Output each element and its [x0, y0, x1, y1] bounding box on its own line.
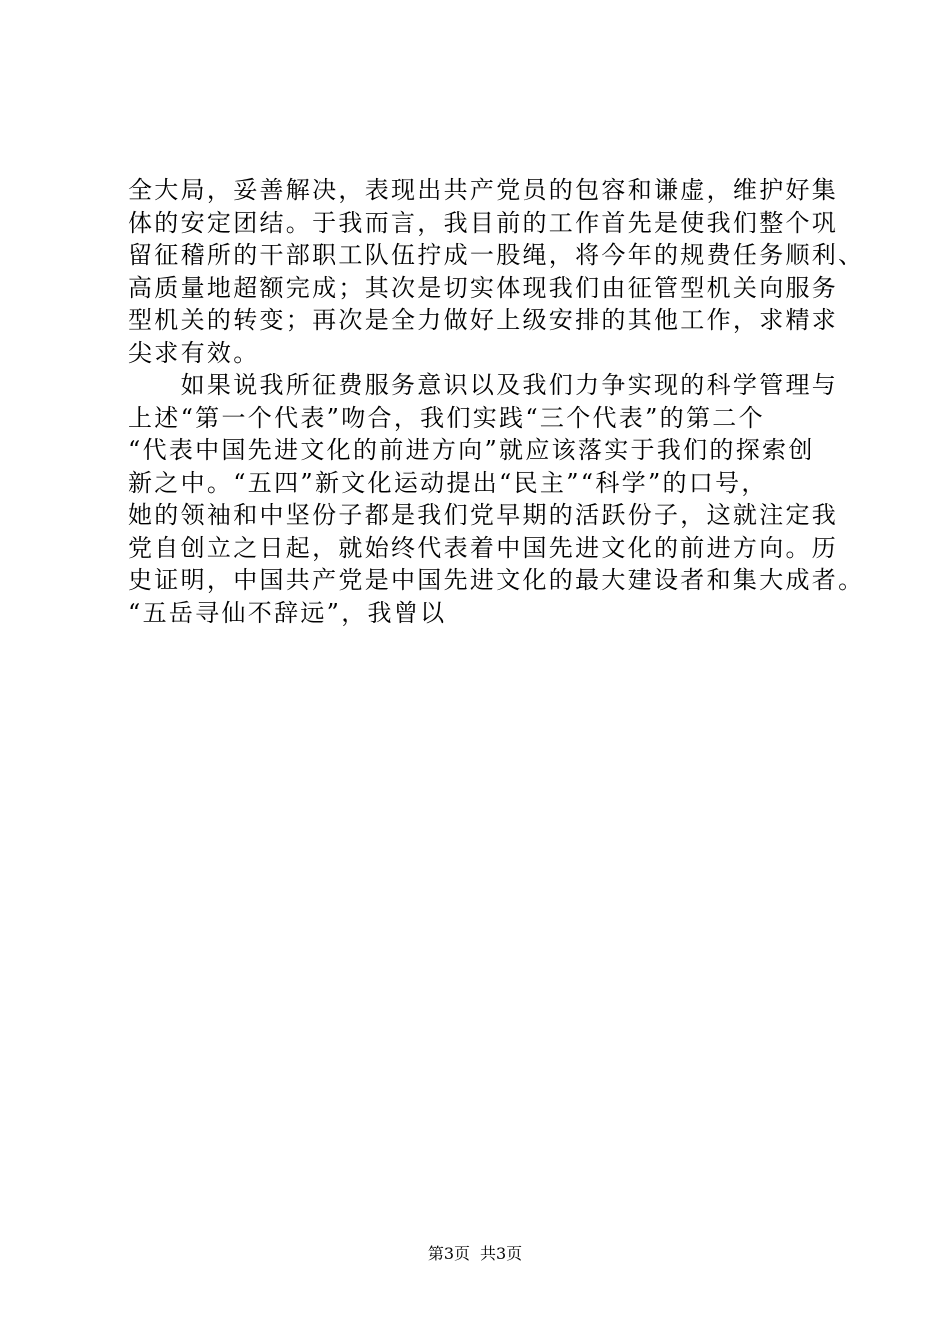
text-line: 史证明，中国共产党是中国先进文化的最大建设者和集大成者。 [128, 566, 865, 594]
text-line: “五岳寻仙不辞远”，我曾以 [128, 598, 447, 627]
text-line: 型机关的转变；再次是全力做好上级安排的其他工作，求精求 [128, 306, 839, 334]
page-total: 共3页 [480, 1244, 523, 1263]
text-line: 全大局，妥善解决，表现出共产党员的包容和谦虚，维护好集 [128, 176, 839, 204]
text-line: 尖求有效。 [128, 338, 260, 367]
text-line: 上述“第一个代表”吻合，我们实践“三个代表”的第二个 [128, 403, 765, 432]
body-text [128, 174, 865, 629]
text-line: 体的安定团结。于我而言，我目前的工作首先是使我们整个巩 [128, 208, 839, 237]
text-line: 如果说我所征费服务意识以及我们力争实现的科学管理与 [128, 371, 839, 399]
page-footer [0, 1243, 950, 1265]
text-line: 她的领袖和中坚份子都是我们党早期的活跃份子，这就注定我 [128, 501, 839, 529]
text-line: 高质量地超额完成；其次是切实体现我们由征管型机关向服务 [128, 273, 839, 302]
text-line: 新之中。“五四”新文化运动提出“民主”“科学”的口号， [128, 468, 768, 497]
text-line: 留征稽所的干部职工队伍拧成一股绳，将今年的规费任务顺利、 [128, 241, 865, 269]
page-number: 第3页 [427, 1244, 470, 1263]
text-line: “代表中国先进文化的前进方向”就应该落实于我们的探索创 [128, 436, 815, 464]
text-line: 党自创立之日起，就始终代表着中国先进文化的前进方向。历 [128, 533, 839, 562]
